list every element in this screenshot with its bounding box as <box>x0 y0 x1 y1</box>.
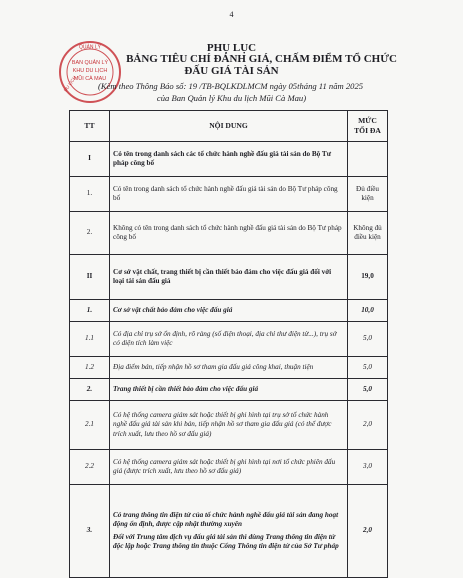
row-content-main: Có trang thông tin điện tử của tổ chức hành nghề đấu giá tài sản đang hoạt động ổn định, được cập nhật thường xuyên <box>113 510 339 528</box>
header-tt: TT <box>70 111 110 142</box>
header-max: MỨC TỐI ĐA <box>348 111 388 142</box>
row-max-score: 2,0 <box>348 401 388 450</box>
row-number: 2. <box>70 379 110 401</box>
page-number: 4 <box>229 10 234 19</box>
row-number: II <box>70 255 110 300</box>
table-row <box>70 357 388 379</box>
row-max-score: 5,0 <box>348 322 388 357</box>
issuing-body: của Ban Quản lý Khu du lịch Mũi Cà Mau) <box>156 93 307 103</box>
row-content <box>110 485 348 578</box>
row-content: Địa điểm bán, tiếp nhận hồ sơ tham gia đấu giá công khai, thuận tiện <box>110 357 348 379</box>
table-row <box>70 450 388 485</box>
table-row <box>70 322 388 357</box>
row-number: 1.2 <box>70 357 110 379</box>
row-max-score: Đủ điều kiện <box>348 177 388 212</box>
row-content: Có hệ thống camera giám sát hoặc thiết bị ghi hình tại trụ sở tổ chức hành nghề đấu giá tài sản khi bán, tiếp nhận hồ sơ tham gia đấu giá (có thể được trích xuất, lưu theo hồ sơ đấu giá) <box>110 401 348 450</box>
criteria-table <box>69 110 388 578</box>
row-content: Có hệ thống camera giám sát hoặc thiết bị ghi hình tại nơi tổ chức phiên đấu giá (được trích xuất, lưu theo hồ sơ đấu giá) <box>110 450 348 485</box>
row-max-score: 10,0 <box>348 300 388 322</box>
seal-ring-top: QUẢN LÝ <box>79 44 101 51</box>
table-row <box>70 255 388 300</box>
table-row <box>70 379 388 401</box>
title-line-2: ĐẤU GIÁ TÀI SẢN <box>184 65 279 77</box>
row-content: Trang thiết bị cần thiết bảo đảm cho việc đấu giá <box>110 379 348 401</box>
appendix-label: PHỤ LỤC <box>206 42 257 54</box>
table-row <box>70 401 388 450</box>
row-max-score: Không đủ điều kiện <box>348 212 388 255</box>
table-row <box>70 300 388 322</box>
row-content: Có tên trong danh sách các tổ chức hành nghề đấu giá tài sản do Bộ Tư pháp công bố <box>110 142 348 177</box>
seal-line-1: BAN QUẢN LÝ <box>71 60 109 66</box>
header-content: NỘI DUNG <box>110 111 348 142</box>
seal-line-2: KHU DU LỊCH <box>72 68 108 74</box>
seal-line-3: MŨI CÀ MAU <box>73 76 107 82</box>
row-content: Cơ sở vật chất bảo đảm cho việc đấu giá <box>110 300 348 322</box>
row-max-score: 3,0 <box>348 450 388 485</box>
row-content: Cơ sở vật chất, trang thiết bị cần thiết bảo đảm cho việc đấu giá đối với loại tài sản đấu giá <box>110 255 348 300</box>
row-number: 2. <box>70 212 110 255</box>
row-number: 1. <box>70 300 110 322</box>
row-content-note: Đối với Trung tâm dịch vụ đấu giá tài sản thì dùng Trang thông tin điện tử độc lập hoặc Trang thông tin thuộc Cổng Thông tin điện tử của Sở Tư pháp <box>113 533 339 551</box>
row-content: Không có tên trong danh sách tổ chức hành nghề đấu giá tài sản do Bộ Tư pháp công bố <box>110 212 348 255</box>
table-header-row <box>70 111 388 142</box>
row-number: I <box>70 142 110 177</box>
row-max-score: 5,0 <box>348 379 388 401</box>
row-max-score: 2,0 <box>348 485 388 578</box>
row-content: Có địa chỉ trụ sở ổn định, rõ ràng (số điện thoại, địa chỉ thư điện tử...), trụ sở có diện tích làm việc <box>110 322 348 357</box>
attachment-reference: (Kèm theo Thông Báo số: 19 /TB-BQLKDLMCM ngày 05tháng 11 năm 2025 <box>98 81 364 91</box>
table-row <box>70 142 388 177</box>
table-row <box>70 212 388 255</box>
row-number: 2.1 <box>70 401 110 450</box>
row-content: Có tên trong danh sách tổ chức hành nghề đấu giá tài sản do Bộ Tư pháp công bố <box>110 177 348 212</box>
table-row <box>70 177 388 212</box>
row-number: 1. <box>70 177 110 212</box>
row-number: 3. <box>70 485 110 578</box>
row-max-score: 5,0 <box>348 357 388 379</box>
row-max-score <box>348 142 388 177</box>
seal-ring-left: DU LỊCH <box>62 74 78 93</box>
row-number: 2.2 <box>70 450 110 485</box>
table-row <box>70 485 388 578</box>
title-line-1: BẢNG TIÊU CHÍ ĐÁNH GIÁ, CHẤM ĐIỂM TỔ CHỨC <box>126 53 397 65</box>
row-number: 1.1 <box>70 322 110 357</box>
row-max-score: 19,0 <box>348 255 388 300</box>
